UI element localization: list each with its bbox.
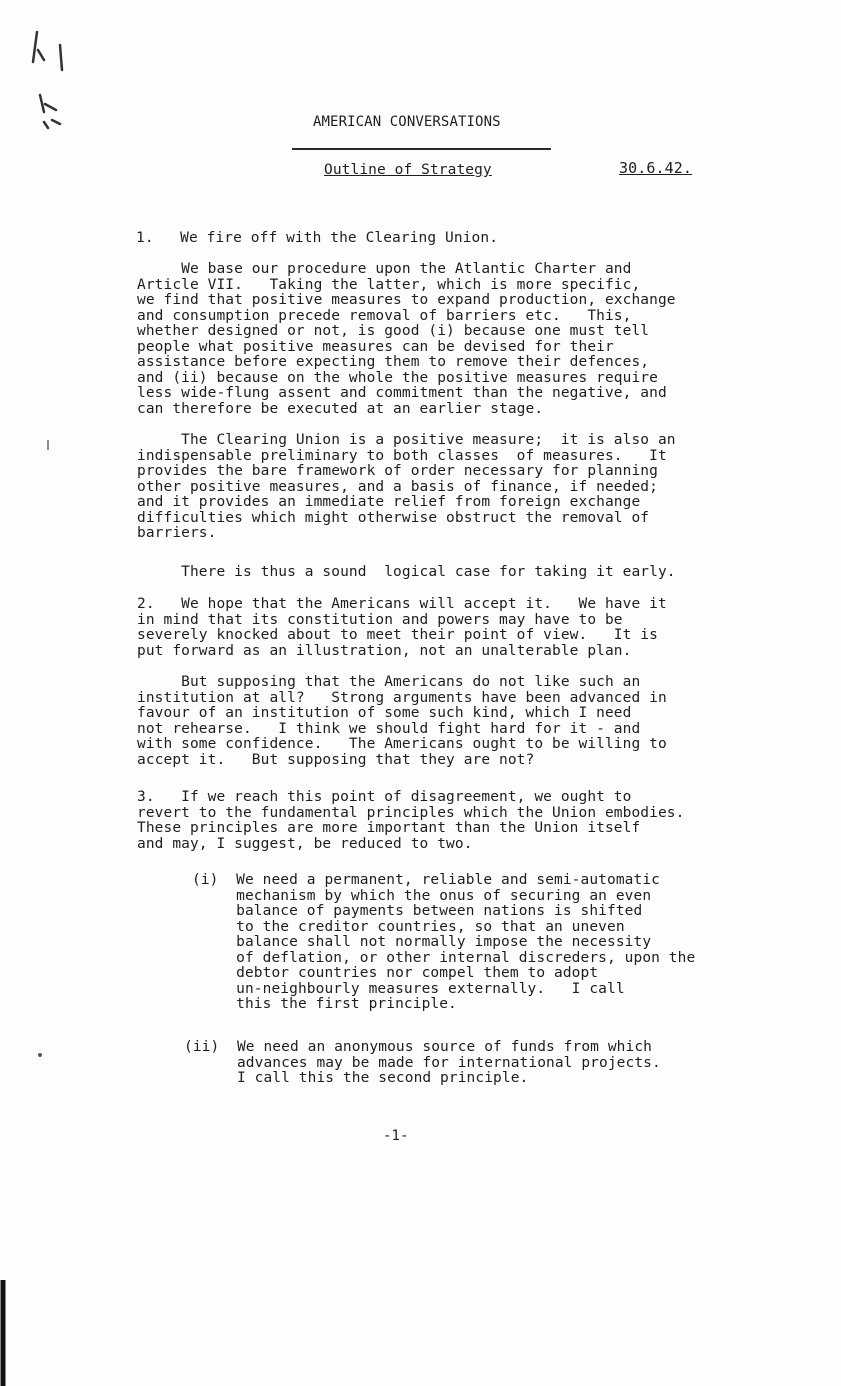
text-line: this the first principle. (192, 996, 457, 1012)
text-line: 1. We fire off with the Clearing Union. (136, 230, 499, 246)
text-line: indispensable preliminary to both classes of measures. It (137, 448, 667, 464)
text-line: accept it. But supposing that they are not? (137, 752, 535, 768)
text-line: and (ii) because on the whole the positive measures require (137, 370, 658, 386)
text-line: difficulties which might otherwise obstruct the removal of (137, 510, 650, 526)
text-line: with some confidence. The Americans ought to be willing to (137, 736, 667, 752)
margin-dot-mark (38, 1053, 42, 1057)
text-line: (i) We need a permanent, reliable and semi-automatic (192, 872, 660, 888)
text-line: I call this the second principle. (184, 1070, 529, 1086)
text-line: These principles are more important than the Union itself (137, 820, 641, 836)
text-line: not rehearse. I think we should fight hard for it - and (137, 721, 641, 737)
text-line: 3. If we reach this point of disagreement, we ought to (137, 789, 632, 805)
text-line: and may, I suggest, be reduced to two. (137, 836, 473, 852)
page-number: -1- (383, 1128, 409, 1144)
text-line: whether designed or not, is good (i) because one must tell (137, 323, 650, 339)
text-line: other positive measures, and a basis of finance, if needed; (137, 479, 658, 495)
document-title: AMERICAN CONVERSATIONS (313, 114, 501, 130)
text-line: in mind that its constitution and powers may have to be (137, 612, 623, 628)
text-line: institution at all? Strong arguments have been advanced in (137, 690, 667, 706)
text-line: barriers. (137, 525, 217, 541)
title-rule (292, 148, 551, 150)
text-line: of deflation, or other internal discreders, upon the (192, 950, 696, 966)
text-line: But supposing that the Americans do not like such an (137, 674, 641, 690)
document-date: 30.6.42. (619, 159, 693, 177)
text-line: We base our procedure upon the Atlantic Charter and (137, 261, 632, 277)
text-line: and it provides an immediate relief from foreign exchange (137, 494, 641, 510)
text-line: and consumption precede removal of barriers etc. This, (137, 308, 632, 324)
text-line: to the creditor countries, so that an uneven (192, 919, 625, 935)
text-line: people what positive measures can be devised for their (137, 339, 614, 355)
text-line: un-neighbourly measures externally. I call (192, 981, 625, 997)
text-line: debtor countries nor compel them to adopt (192, 965, 599, 981)
text-line: severely knocked about to meet their point of view. It is (137, 627, 658, 643)
text-line: can therefore be executed at an earlier stage. (137, 401, 544, 417)
text-line: 2. We hope that the Americans will accept it. We have it (137, 596, 667, 612)
text-line: less wide-flung assent and commitment than the negative, and (137, 385, 667, 401)
text-line: revert to the fundamental principles which the Union embodies. (137, 805, 685, 821)
text-line: balance shall not normally impose the necessity (192, 934, 652, 950)
text-line: put forward as an illustration, not an unalterable plan. (137, 643, 632, 659)
text-line: mechanism by which the onus of securing an even (192, 888, 652, 904)
text-line: The Clearing Union is a positive measure; it is also an (137, 432, 676, 448)
text-line: assistance before expecting them to remove their defences, (137, 354, 650, 370)
text-line: provides the bare framework of order necessary for planning (137, 463, 658, 479)
text-line: we find that positive measures to expand production, exchange (137, 292, 676, 308)
text-line: balance of payments between nations is shifted (192, 903, 643, 919)
text-line: advances may be made for international projects. (184, 1055, 661, 1071)
text-line: (ii) We need an anonymous source of funds from which (184, 1039, 652, 1055)
text-line: Article VII. Taking the latter, which is more specific, (137, 277, 641, 293)
text-line: There is thus a sound logical case for taking it early. (137, 564, 676, 580)
text-line: favour of an institution of some such kind, which I need (137, 705, 632, 721)
margin-scribble-mark (33, 32, 62, 128)
document-subtitle: Outline of Strategy (324, 162, 492, 178)
